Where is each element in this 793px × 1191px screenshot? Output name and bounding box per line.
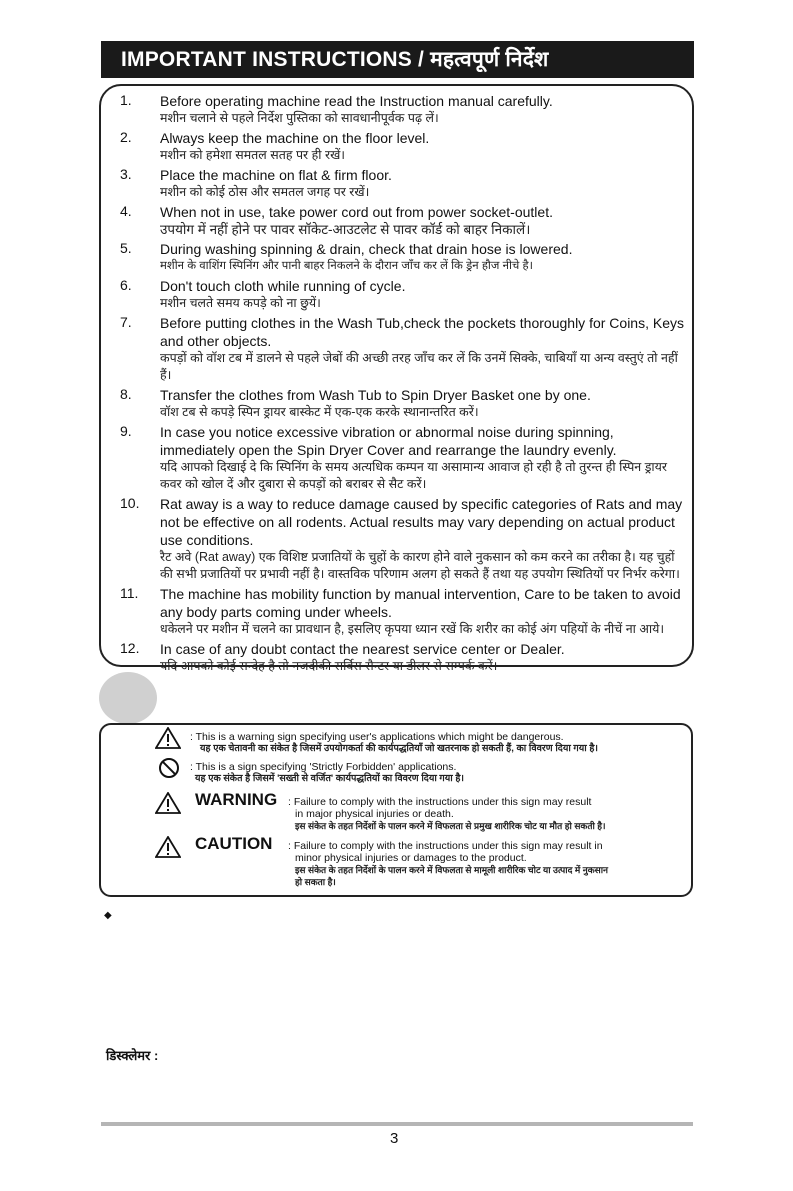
item-text-en: In case of any doubt contact the nearest service center or Dealer. bbox=[160, 641, 565, 657]
warning-en-line1: : Failure to comply with the instructions under this sign may result bbox=[288, 796, 592, 808]
item-text-hi: मशीन को कोई ठोस और समतल जगह पर रखें। bbox=[160, 185, 370, 199]
item-number: 4. bbox=[120, 203, 132, 219]
item-number: 6. bbox=[120, 277, 132, 293]
caution-desc bbox=[288, 840, 688, 888]
warning-label: WARNING bbox=[195, 790, 278, 809]
warning-hi: इस संकेत के तहत निर्देशों के पालन करने में विफलता से प्रमुख शारीरिक चोट या मौत हो सकती है। bbox=[295, 821, 606, 831]
item-text-hi: कपड़ों को वॉश टब में डालने से पहले जेबों की अच्छी तरह जाँच कर लें कि उनमें सिक्के, चाबियाँ या अन्य वस्तुएं तो नहीं हैं। bbox=[160, 351, 678, 382]
item-text-hi: धकेलने पर मशीन में चलने का प्रावधान है, इसलिए कृपया ध्यान रखें कि शरीर का कोई अंग पहियों के नीचें ना आये। bbox=[160, 622, 665, 636]
item-text-en: During washing spinning & drain, check that drain hose is lowered. bbox=[160, 241, 573, 257]
item-text-hi: वॉश टब से कपड़े स्पिन ड्रायर बास्केट में एक-एक करके स्थानान्तरित करें। bbox=[160, 405, 479, 419]
warning-triangle-icon bbox=[155, 727, 181, 749]
caution-label: CAUTION bbox=[195, 834, 273, 853]
forbidden-sign-desc bbox=[190, 761, 690, 785]
page-number: 3 bbox=[390, 1130, 399, 1147]
item-text-en: Don't touch cloth while running of cycle. bbox=[160, 278, 406, 294]
list-item bbox=[120, 495, 690, 583]
list-item bbox=[120, 129, 690, 164]
item-text-en: When not in use, take power cord out from power socket-outlet. bbox=[160, 204, 553, 220]
caution-en-line2: minor physical injuries or damages to the product. bbox=[295, 852, 527, 864]
item-number: 3. bbox=[120, 166, 132, 182]
disclaimer-label: डिस्क्लेमर : bbox=[106, 1048, 159, 1063]
list-item bbox=[120, 585, 690, 638]
warning-sign-desc bbox=[190, 731, 690, 755]
item-number: 1. bbox=[120, 92, 132, 108]
item-text-hi: मशीन चलाने से पहले निर्देश पुस्तिका को सावधानीपूर्वक पढ़ लें। bbox=[160, 111, 439, 125]
forbidden-sign-en: : This is a sign specifying 'Strictly Forbidden' applications. bbox=[190, 761, 457, 773]
item-text-en: Transfer the clothes from Wash Tub to Spin Dryer Basket one by one. bbox=[160, 387, 591, 403]
list-item bbox=[120, 166, 690, 201]
item-number: 2. bbox=[120, 129, 132, 145]
list-item bbox=[120, 277, 690, 312]
list-item bbox=[120, 314, 690, 384]
warning-desc bbox=[288, 796, 688, 832]
forbidden-icon bbox=[158, 757, 180, 779]
item-text-en: Place the machine on flat & firm floor. bbox=[160, 167, 392, 183]
caution-en-line1: : Failure to comply with the instructions under this sign may result in bbox=[288, 840, 603, 852]
item-text-en: Always keep the machine on the floor level. bbox=[160, 130, 430, 146]
forbidden-sign-hi: यह एक संकेत है जिसमें 'सख्ती से वर्जित' कार्यपद्धतियों का विवरण दिया गया है। bbox=[195, 773, 465, 784]
instructions-list bbox=[120, 92, 690, 677]
list-item bbox=[120, 203, 690, 238]
warning-en-line2: in major physical injuries or death. bbox=[295, 808, 454, 820]
page-title: IMPORTANT INSTRUCTIONS / महत्वपूर्ण निर्देश bbox=[101, 41, 694, 78]
warning-triangle-icon bbox=[155, 792, 181, 814]
item-text-hi: यदि आपको कोई सन्देह है तो नजदीकी सर्विस सैन्टर या डीलर से सम्पर्क करें। bbox=[160, 659, 498, 673]
item-number: 9. bbox=[120, 423, 132, 439]
list-item bbox=[120, 640, 690, 675]
item-text-hi: मशीन चलते समय कपड़े को ना छुयें। bbox=[160, 296, 321, 310]
list-item bbox=[120, 92, 690, 127]
decorative-circle bbox=[99, 672, 157, 724]
list-item bbox=[120, 240, 690, 275]
item-number: 11. bbox=[120, 585, 139, 601]
item-number: 12. bbox=[120, 640, 140, 656]
item-text-en: Before operating machine read the Instruction manual carefully. bbox=[160, 93, 553, 109]
item-text-hi: रैट अवे (Rat away) एक विशिष्ट प्रजातियों के चुहों के कारण होने वाले नुकसान को कम करने का तरीका है। यह चुहों की सभी प्रजातियों पर प्रभावी नहीं है। वास्तविक परिणाम अलग हो सकते हैं तथा यह उपयोग स्थितियों पर निर्भर करेगा। bbox=[160, 550, 680, 581]
item-text-en: In case you notice excessive vibration or abnormal noise during spinning, immediately open the Spin Dryer Cover and rearrange the laundry evenly. bbox=[160, 424, 617, 458]
item-text-en: Rat away is a way to reduce damage caused by specific categories of Rats and may not be effective on all rodents. Actual results may vary depending on actual product use conditions. bbox=[160, 496, 683, 548]
bullet-icon: ◆ bbox=[104, 910, 112, 921]
item-number: 8. bbox=[120, 386, 132, 402]
footer-divider bbox=[101, 1122, 693, 1126]
item-number: 10. bbox=[120, 495, 140, 511]
item-text-hi: यदि आपको दिखाई दे कि स्पिनिंग के समय अत्यधिक कम्पन या असामान्य आवाज हो रही है तो तुरन्त ही स्पिन ड्रायर कवर को खोल दें और दुबारा से कपड़ों को बराबर से सैट करें। bbox=[160, 460, 667, 491]
item-text-en: The machine has mobility function by manual intervention, Care to be taken to avoid any body parts coming under wheels. bbox=[160, 586, 681, 620]
caution-triangle-icon bbox=[155, 836, 181, 858]
warning-sign-hi: यह एक चेतावनी का संकेत है जिसमें उपयोगकर्ता की कार्यपद्धतियाँ जो खतरनाक हो सकती हैं, का विवरण दिया गया है। bbox=[200, 743, 599, 754]
item-text-hi: मशीन को हमेशा समतल सतह पर ही रखें। bbox=[160, 148, 346, 162]
list-item bbox=[120, 423, 690, 493]
warning-sign-en: : This is a warning sign specifying user's applications which might be dangerous. bbox=[190, 731, 564, 743]
item-number: 5. bbox=[120, 240, 132, 256]
list-item bbox=[120, 386, 690, 421]
item-text-en: Before putting clothes in the Wash Tub,check the pockets thoroughly for Coins, Keys and other objects. bbox=[160, 315, 684, 349]
item-text-hi: उपयोग में नहीं होने पर पावर सॉकेट-आउटलेट से पावर कॉर्ड को बाहर निकालें। bbox=[160, 222, 531, 237]
caution-hi-line1: इस संकेत के तहत निर्देशों के पालन करने में विफलता से मामूली शारीरिक चोट या उत्पाद में नुकसान bbox=[295, 865, 609, 875]
item-number: 7. bbox=[120, 314, 132, 330]
item-text-hi: मशीन के वाशिंग स्पिनिंग और पानी बाहर निकलने के दौरान जाँच कर लें कि ड्रेन हौज नीचे है। bbox=[160, 260, 533, 272]
caution-hi-line2: हो सकता है। bbox=[295, 877, 336, 887]
